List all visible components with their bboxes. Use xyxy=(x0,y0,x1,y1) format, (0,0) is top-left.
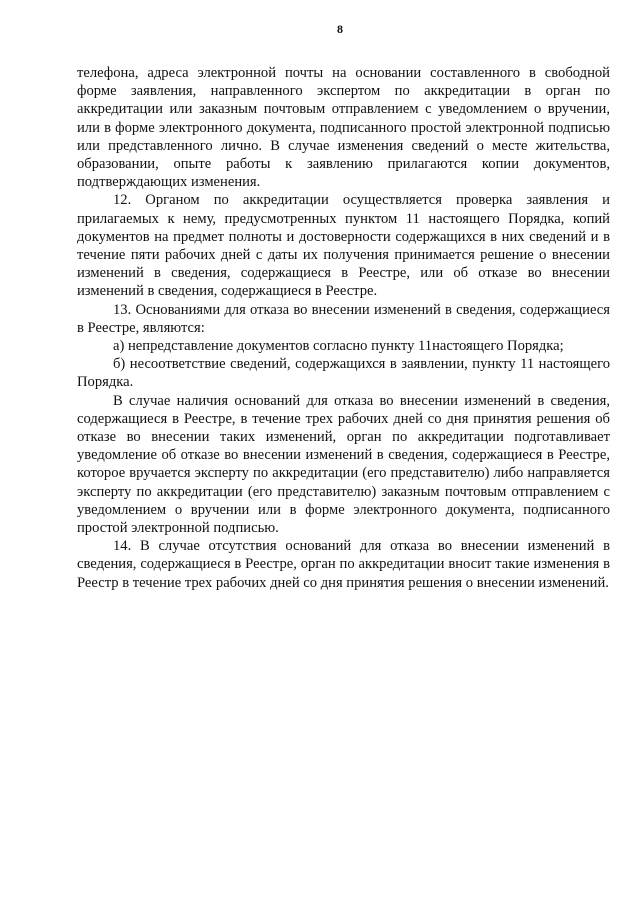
paragraph-item-13: 13. Основаниями для отказа во внесении изменений в сведения, содержащиеся в Реестре, являются: xyxy=(77,301,610,336)
paragraph-subitem-b: б) несоответствие сведений, содержащихся в заявлении, пункту 11 настоящего Порядка. xyxy=(77,356,610,391)
paragraph-continuation: телефона, адреса электронной почты на основании составленного в свободной форме заявления, направленного экспертом по аккредитации в орган по аккредитации или заказным почтовым отправлением с уведомлением о вручении, или в форме электронного документа, подписанного простой электронной подписью или представленного лично. В случае изменения сведений о месте жительства, образовании, опыте работы к заявлению прилагаются копии документов, подтверждающих изменения. xyxy=(77,65,610,191)
paragraph-item-14: 14. В случае отсутствия оснований для отказа во внесении изменений в сведения, содержащиеся в Реестре, орган по аккредитации вносит такие изменения в Реестр в течение трех рабочих дней со дня принятия решения о внесении изменений. xyxy=(77,538,610,591)
document-body xyxy=(77,64,610,592)
paragraph-item-12: 12. Органом по аккредитации осуществляется проверка заявления и прилагаемых к нему, предусмотренных пунктом 11 настоящего Порядка, копий документов на предмет полноты и достоверности содержащихся в них сведений и в течение пяти рабочих дней с даты их получения принимается решение о внесении изменений в сведения, содержащиеся в Реестре, или об отказе во внесении изменений в сведения, содержащиеся в Реестре. xyxy=(77,192,610,300)
paragraph-refusal-notice: В случае наличия оснований для отказа во внесении изменений в сведения, содержащиеся в Реестре, в течение трех рабочих дней со дня принятия решения об отказе во внесении таких изменений, орган по аккредитации подготавливает уведомление об отказе во внесении изменений в сведения, содержащиеся в Реестре, которое вручается эксперту по аккредитации (его представителю) либо направляется эксперту по аккредитации (его представителю) заказным почтовым отправлением с уведомлением о вручении или в форме электронного документа, подписанного простой электронной подписью. xyxy=(77,392,610,537)
page-number: 8 xyxy=(337,22,343,36)
paragraph-subitem-a: а) непредставление документов согласно пункту 11настоящего Порядка; xyxy=(113,338,564,355)
